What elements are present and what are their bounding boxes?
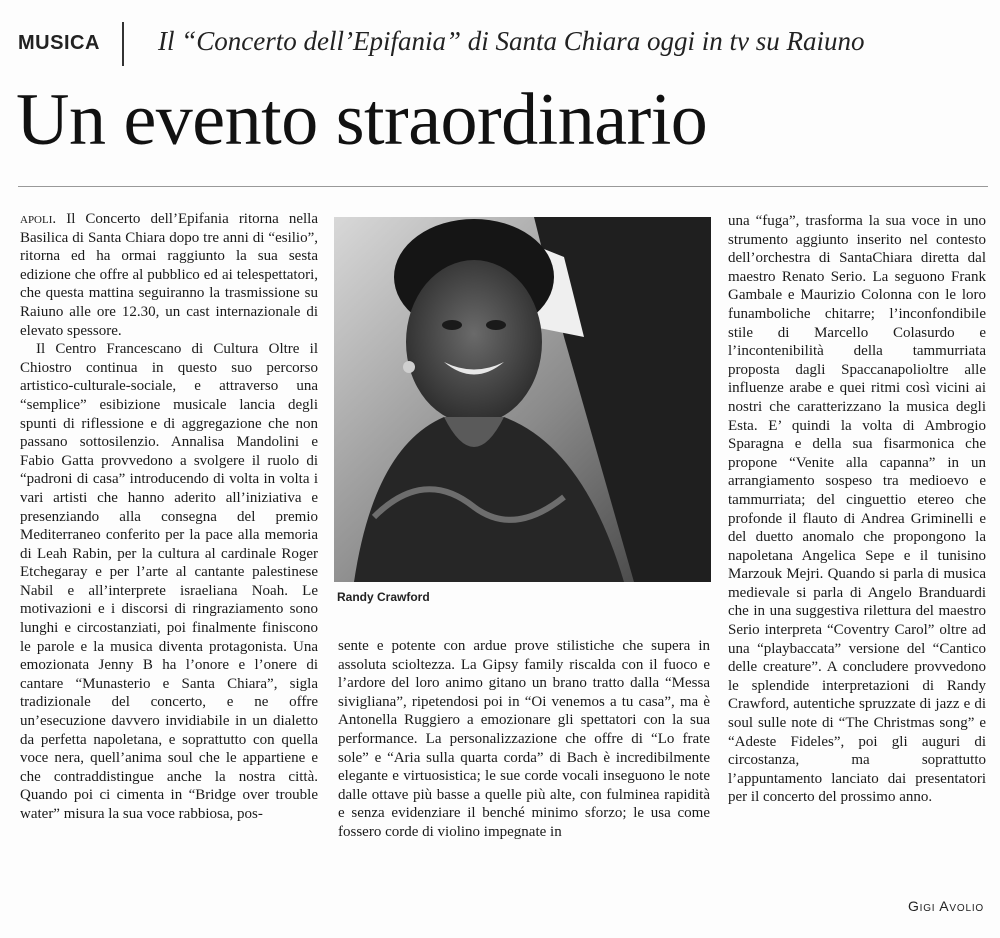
byline: Gigi Avolio xyxy=(907,898,984,914)
paragraph: sente e potente con ardue prove stilistiche che supera in assoluta scioltezza. La Gipsy family riscalda con il fuoco e l’ardore del loro animo gitano un brano tratto dalla “Messa sivigliana”, ripetendosi poi in “Oi venemos a tu casa”, ma è Antonella Ruggiero a emozionare gli spettatori con la sua performance. La personalizzazione che offre di “Lo frate sole” e “Aria sulla quarta corda” di Bach è incredibilmente elegante e virtuosistica; le sue corde vocali inseguono le note dalle ottave più basse a quelle più alte, con fulminea rapidità e senza evidenziare il benché minimo sforzo; le usa come fossero corde di violino impegnate in xyxy=(338,638,710,840)
paragraph: Il Centro Francescano di Cultura Oltre il Chiostro continua in questo suo percorso artistico-culturale-sociale, e attraverso una “semplice” esibizione musicale lancia degli spunti di riflessione e di aggregazione che non passano sottosilenzio. Annalisa Mandolini e Fabio Gatta provvedono a svolgere il ruolo di “padroni di casa” introducendo di volta in volta i vari artisti che hanno aderito all’iniziativa e presenziando alla consegna del premio Mediterraneo conferito per la pace alla memoria di Leah Rabin, per la cultura al cardinale Roger Etchegaray e per l’arte al cantante palestinese Nabil e all’interprete israeliana Noah. Le motivazioni e i discorsi di ringraziamento sono lunghi e circostanziati, poi finalmente finiscono le parole e la musica diventa protagonista. Una emozionata Jenny B ha l’onore e l’onere di cantare “Munasterio e Santa Chiara”, sigla tradizionale del concerto, e ne offre un’esecuzione davvero invidiabile in un dialetto da perfetta napoletana, e soprattutto con quella voce nera, quell’anima soul che le appartiene e che contraddistingue anche la nostra città. Quando poi ci cimenta in “Bridge over trouble water” misura la sua voce rabbiosa, pos- xyxy=(20,341,318,822)
article-subtitle: Il “Concerto dell’Epifania” di Santa Chiara oggi in tv su Raiuno xyxy=(158,26,865,56)
article-kicker xyxy=(18,22,993,62)
dateline: apoli. xyxy=(20,211,57,227)
headline-rule xyxy=(18,186,988,187)
photo-randy-crawford xyxy=(334,217,711,582)
photo-caption: Randy Crawford xyxy=(337,590,430,604)
kicker-divider xyxy=(122,22,124,66)
paragraph: apoli. Il Concerto dell’Epifania ritorna nella Basilica di Santa Chiara dopo tre anni di “esilio”, ritorna ed ha ormai raggiunto la sua sesta edizione che offre al pubblico ed ai telespettatori, che questa mattina seguiranno la trasmissione su Raiuno alle ore 12.30, un cast internazionale di elevato spessore. xyxy=(20,211,319,339)
paragraph: una “fuga”, trasforma la sua voce in uno strumento aggiunto inserito nel contesto dell’orchestra di SantaChiara diretta dal maestro Renato Serio. La seguono Frank Gambale e Maurizio Colonna con le loro funamboliche chitarre; l’inconfondibile stile di Marcello Colasurdo e l’incontenibilità della tammurriata proposta dagli Spaccanapolioltre alle influenze arabe e quei ritmi così vicini ai nostri che caratterizzano la musica degli Esta. E’ quindi la volta di Ambrogio Sparagna e della sua fisarmonica che propone “Venite alla capanna” in un arrangiamento sospeso tra medioevo e tammurriata; del cinguettio etereo che profonde il flauto di Andrea Griminelli e del duetto anomalo che propongono la napoletana Angelica Sepe e il tunisino Marzouk Mejri. Quando si parla di musica medievale si parla di Angelo Branduardi che in una suggestiva rilettura del maestro Serio interpreta “Coventry Carol” oltre ad una “playbaccata” versione del “Cantico delle creature”. A concludere provvedono le splendide interpretazioni di Randy Crawford, autentiche spruzzate di jazz e di soul sulle note di “The Christmas song” e “Adeste Fideles”, poi gli auguri di circostanza, ma soprattutto l’appuntamento lanciato dai presentatori per il concerto del prossimo anno. xyxy=(728,213,986,806)
article-column-3 xyxy=(728,212,986,807)
section-label: MUSICA xyxy=(18,32,100,54)
portrait-image xyxy=(334,217,711,582)
article-column-2 xyxy=(338,637,710,842)
article-column-1 xyxy=(20,210,318,824)
headline: Un evento straordinario xyxy=(16,79,708,161)
